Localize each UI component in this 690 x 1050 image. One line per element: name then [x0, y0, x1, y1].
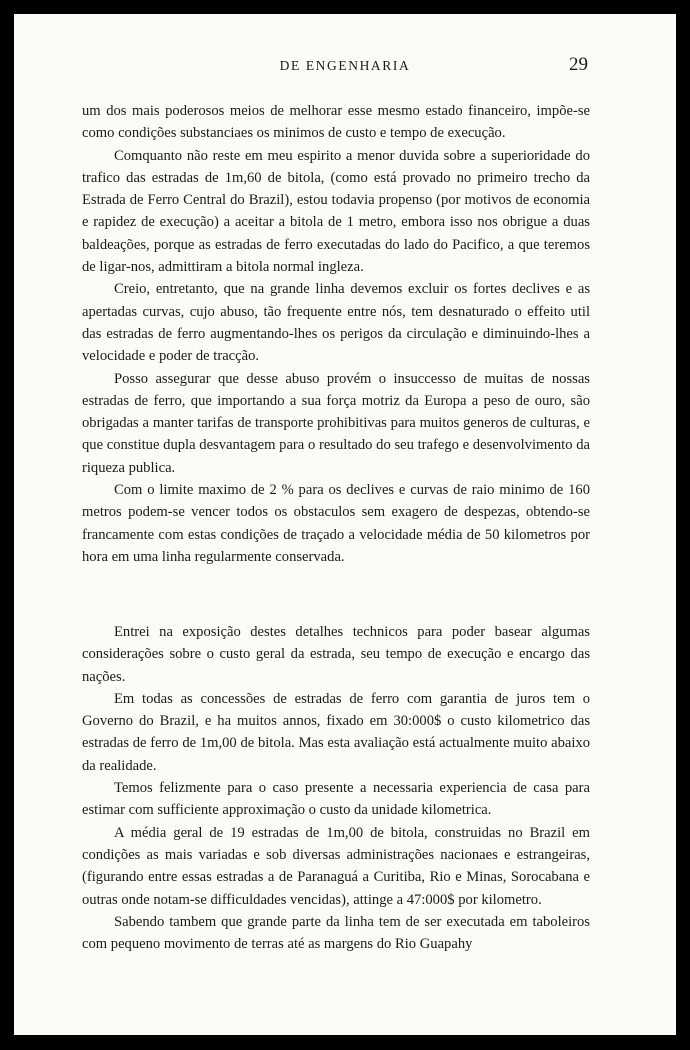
paragraph: um dos mais poderosos meios de melhorar esse mesmo estado financeiro, impõe-se como condições substanciaes os minimos de custo e tempo de execução. — [82, 103, 590, 142]
paragraph: Com o limite maximo de 2 % para os declives e curvas de raio minimo de 160 metros podem-se vencer todos os obstaculos sem exagero de despezas, obtendo-se francamente com estas condições de traçado a velocidade média de 50 kilometros por hora em uma linha regularmente conservada. — [82, 482, 590, 565]
page-header — [14, 54, 676, 78]
paragraph: A média geral de 19 estradas de 1m,00 de bitola, construidas no Brazil em condições as mais variadas e sob diversas administrações nacionaes e estrangeiras, (figurando entre essas estradas a de Paranaguá a Curitiba, Rio e Minas, Sorocabana e outras onde notam-se difficuldades vencidas), attinge a 47:000$ por kilometro. — [82, 824, 590, 908]
paragraph: Comquanto não reste em meu espirito a menor duvida sobre a superioridade do trafico das estradas de 1m,60 de bitola, (como está provado no primeiro trecho da Estrada de Ferro Central do Brazil), estou todavia propenso (por motivos de economia e rapidez de execução) a aceitar a bitola de 1 metro, embora isso nos obrigue a duas baldeações, porque as estradas de ferro executadas do lado do Pacifico, a que teremos de ligar-nos, admittiram a bitola normal ingleza. — [82, 147, 590, 276]
paragraph: Sabendo tambem que grande parte da linha tem de ser executada em taboleiros com pequeno movimento de terras até as margens do Rio Guapahy — [82, 913, 590, 953]
page-number: 29 — [569, 54, 588, 75]
paragraph: Temos felizmente para o caso presente a necessaria experiencia de casa para estimar com sufficiente approximação o custo da unidade kilometrica. — [82, 780, 590, 819]
running-title: DE ENGENHARIA — [279, 58, 411, 73]
text-block-upper — [82, 100, 590, 568]
paragraph: Entrei na exposição destes detalhes technicos para poder basear algumas considerações sobre o custo geral da estrada, seu tempo de execução e encargo das nações. — [82, 624, 590, 685]
paragraph: Em todas as concessões de estradas de ferro com garantia de juros tem o Governo do Brazil, e ha muitos annos, fixado em 30:000$ o custo kilometrico das estradas de ferro de 1m,00 de bitola. Mas esta avaliação está actualmente muito abaixo da realidade. — [82, 690, 590, 774]
text-block-lower — [82, 621, 590, 955]
paragraph: Posso assegurar que desse abuso provém o insuccesso de muitas de nossas estradas de ferro, que importando a sua força motriz da Europa a peso de ouro, são obrigadas a manter tarifas de transporte prohibitivas para muitos generos de culturas, e que constitue dupla desvantagem para o resultado do seu trafego e desenvolvimento da riqueza publica. — [82, 370, 590, 476]
document-page — [14, 14, 676, 1035]
paragraph: Creio, entretanto, que na grande linha devemos excluir os fortes declives e as apertadas curvas, cujo abuso, tão frequente entre nós, tem desnaturado o effeito util das estradas de ferro augmentando-lhes os perigos da circulação e diminuindo-lhes a velocidade e poder de tracção. — [82, 281, 590, 365]
